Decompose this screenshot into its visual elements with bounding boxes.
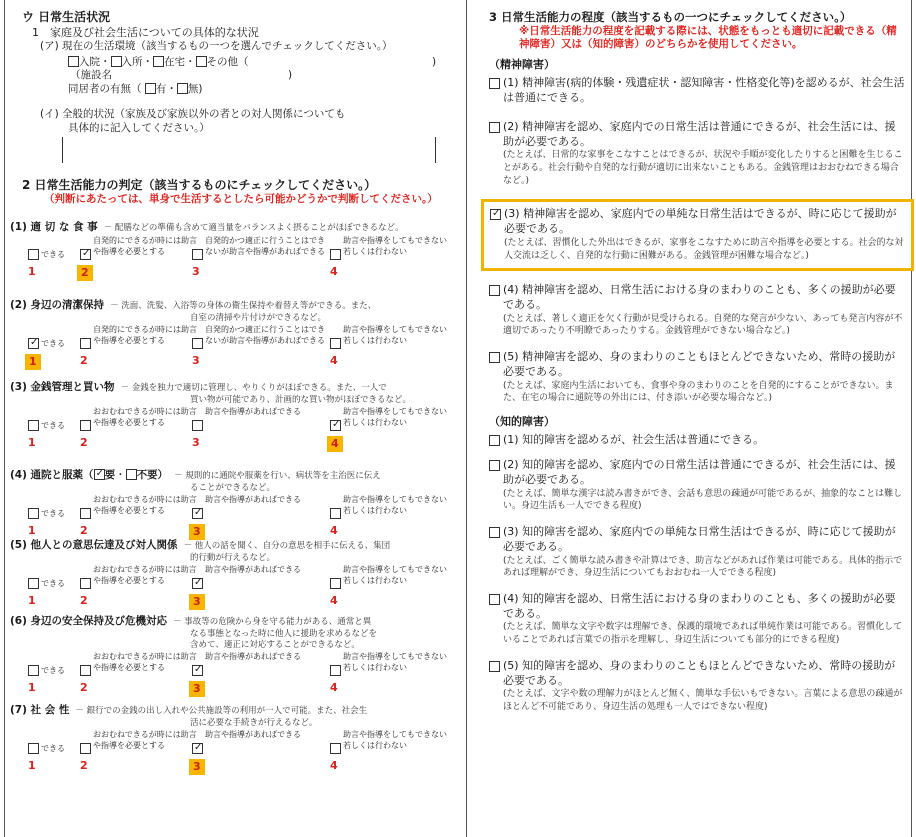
mental-list xyxy=(489,76,906,405)
ability-item-desc-cont: 的行動が行えるなど。 xyxy=(190,552,276,563)
mental-level-text: (1) 精神障害(病的体験・残遺症状・認知障害・性格変化等)を認めるが、社会生活は普通にできる。 xyxy=(503,76,905,104)
ability-option-number: 2 xyxy=(80,758,88,772)
ability-item-desc: － 金銭を独力で適切に管理し、やりくりがほぼできる。また、一人で xyxy=(120,383,387,393)
mental-heading: （精神障害） xyxy=(489,57,555,71)
ability-option-number: 2 xyxy=(80,680,88,694)
ability-option-label: 助言や指導があればできる xyxy=(205,729,301,739)
ability-option-checkbox[interactable] xyxy=(330,249,341,260)
ability-option xyxy=(80,564,200,600)
intel-level-item xyxy=(489,433,906,448)
ability-option-number: 3 xyxy=(192,435,200,449)
ability-option-label: 自発的にできるが時には助言や指導を必要とする xyxy=(93,235,197,256)
ability-option-label: できる xyxy=(41,578,65,588)
ability-item-title: (3) 金銭管理と買い物 xyxy=(10,381,115,393)
ability-option xyxy=(80,729,200,765)
ability-option-checkbox[interactable] xyxy=(80,420,91,431)
general-status-textarea[interactable] xyxy=(62,137,436,163)
intel-level-main xyxy=(489,525,906,555)
ability-item-desc: － 規則的に通院や服薬を行い、病状等を主治医に伝え xyxy=(174,471,381,481)
ability-item-desc: － 事故等の危険から身を守る能力がある、通常と異 xyxy=(173,617,372,627)
ability-option-number: 3 xyxy=(192,353,200,367)
intel-list xyxy=(489,433,906,713)
ability-options xyxy=(10,564,450,608)
intel-level-item xyxy=(489,592,906,647)
intel-level-item xyxy=(489,458,906,513)
section-2-note: （判断にあたっては、単身で生活するとしたら可能かどうかで判断してください。） xyxy=(44,193,438,206)
ability-option-number: 3 xyxy=(189,681,205,697)
ability-item-desc-cont: ることができるなど。 xyxy=(190,482,276,493)
cohab-row: 同居者の有無（ 有・ 無) xyxy=(68,82,203,95)
ability-item-title: (1) 適 切 な 食 事 xyxy=(10,221,98,233)
env-checkbox-facility[interactable] xyxy=(111,56,122,67)
ability-item-desc: － 洗面、洗髪、入浴等の身体の衛生保持や着替え等ができる。また、 xyxy=(110,301,377,311)
ability-item-title-row xyxy=(10,221,450,235)
ability-item xyxy=(10,615,450,695)
intel-heading: （知的障害） xyxy=(489,414,555,428)
mental-level-checkbox[interactable] xyxy=(489,285,500,296)
ability-item-title-row xyxy=(10,704,450,718)
ability-option-label: 助言や指導をしてもできない若しくは行わない xyxy=(343,494,447,515)
ability-option-label: できる xyxy=(41,665,65,675)
ability-option-checkbox[interactable] xyxy=(28,665,39,676)
ability-option-checkbox[interactable] xyxy=(28,743,39,754)
intel-level-checkbox[interactable] xyxy=(489,435,500,446)
ability-item-title: (4) 通院と服薬（ xyxy=(10,469,94,481)
ability-option-label: おおむねできるが時には助言や指導を必要とする xyxy=(93,651,197,672)
ability-option-label: 助言や指導があればできる xyxy=(205,406,301,416)
ability-option-label: 助言や指導をしてもできない若しくは行わない xyxy=(343,235,447,256)
ability-option xyxy=(192,651,330,687)
ability-option-checkbox[interactable] xyxy=(330,420,341,431)
ability-option xyxy=(330,406,454,442)
ability-option xyxy=(192,494,330,530)
ability-option-label: 助言や指導をしてもできない若しくは行わない xyxy=(343,564,447,585)
ability-option-label: 自発的にできるが時には助言や指導を必要とする xyxy=(93,324,197,345)
ability-item-title: (2) 身辺の清潔保持 xyxy=(10,299,105,311)
ability-option-number: 4 xyxy=(330,353,338,367)
mental-level-example: (たとえば、著しく適正を欠く行動が見受けられる。自発的な発言が少ない、あっても発言内容が不適切であったり不明瞭であったりする。金銭管理ができない場合など。) xyxy=(503,313,903,337)
ability-option-checkbox[interactable] xyxy=(80,338,91,349)
ability-option xyxy=(330,235,454,271)
ability-option xyxy=(192,324,330,360)
mental-level-checkbox[interactable] xyxy=(489,78,500,89)
ability-option-number: 4 xyxy=(330,680,338,694)
intel-level-item xyxy=(489,525,906,580)
ability-option-label: できる xyxy=(41,743,65,753)
mental-level-example: (たとえば、家庭内生活においても、食事や身のまわりのことを自発的にすることができない。また、在宅の場合に通院等の外出には、付き添いが必要な場合など。) xyxy=(503,380,894,404)
mental-level-main xyxy=(490,207,905,237)
ability-option-checkbox[interactable] xyxy=(330,665,341,676)
mental-level-main xyxy=(489,76,906,106)
ability-option-label: 助言や指導をしてもできない若しくは行わない xyxy=(343,729,447,750)
u1-i-title2: 具体的に記入してください。） xyxy=(68,122,210,135)
ability-option xyxy=(192,406,330,442)
ability-item xyxy=(10,299,450,368)
u1-a-title: (ア) 現在の生活環境（該当するもの一つを選んでチェックしてください。） xyxy=(40,39,393,52)
facility-row: （施設名 ) xyxy=(70,69,293,82)
u1-i-title: (イ) 全般的状況（家族及び家族以外の者との対人関係についても xyxy=(40,108,346,121)
ability-option xyxy=(80,324,200,360)
ability-option xyxy=(192,729,330,765)
section-3-note: ※日常生活能力の程度を記載する際には、状態をもっとも適切に記載できる（精神障害）又は（知的障害）のどちらかを使用してください。 xyxy=(519,24,897,51)
ability-item xyxy=(10,381,450,450)
ability-option-label: 助言や指導があればできる xyxy=(205,651,301,661)
mental-level-item xyxy=(489,283,906,338)
ability-item-title-row xyxy=(10,539,450,553)
ability-option-checkbox[interactable] xyxy=(192,338,203,349)
ability-option-checkbox[interactable] xyxy=(28,249,39,260)
intel-level-checkbox[interactable] xyxy=(489,594,500,605)
ability-option-checkbox[interactable] xyxy=(80,665,91,676)
section-2-title: 2 日常生活能力の判定（該当するものにチェックしてください。） xyxy=(22,177,377,192)
mental-level-text: (4) 精神障害を認め、日常生活における身のまわりのことも、多くの援助が必要である。 xyxy=(503,283,896,311)
ability-item-title-row: (4) 通院と服薬（✓ 要・ 不要） － 規則的に通院や服薬を行い、病状等を主治医に伝え xyxy=(10,469,450,483)
ability-option xyxy=(80,494,200,530)
ability-option-number: 2 xyxy=(80,353,88,367)
intel-level-text: (4) 知的障害を認め、日常生活における身のまわりのことも、多くの援助が必要である。 xyxy=(503,591,896,620)
env-checkbox-other[interactable] xyxy=(196,56,207,67)
ability-options xyxy=(10,406,450,450)
ability-options xyxy=(10,651,450,695)
ability-item-title-row xyxy=(10,299,450,313)
ability-option-number: 2 xyxy=(77,265,93,281)
env-options-row: 入院・ 入所・ 在宅・ その他（ ) xyxy=(22,56,454,70)
cohab-checkbox-yes[interactable] xyxy=(145,83,156,94)
ability-option-label: おおむねできるが時には助言や指導を必要とする xyxy=(93,729,197,750)
ability-item xyxy=(10,221,450,279)
ability-option-number: 4 xyxy=(327,436,343,452)
intel-level-main xyxy=(489,592,906,622)
ability-option-number: 4 xyxy=(330,523,338,537)
ability-options xyxy=(10,235,450,279)
u1-title: 1 家庭及び社会生活についての具体的な状況 xyxy=(32,25,259,39)
ability-option xyxy=(192,564,330,600)
ability-option-checkbox[interactable] xyxy=(28,578,39,589)
cohab-checkbox-no[interactable] xyxy=(177,83,188,94)
intel-level-text: (1) 知的障害を認めるが、社会生活は普通にできる。 xyxy=(503,433,765,447)
ability-option xyxy=(330,729,454,765)
ability-option-label: できる xyxy=(41,249,65,259)
ability-item xyxy=(10,469,450,538)
ability-option-label: できる xyxy=(41,338,65,348)
intel-level-checkbox[interactable] xyxy=(489,527,500,538)
mental-level-example: (たとえば、日常的な家事をこなすことはできるが、状況や手順が変化したりすると困難を生じることがある。社会行動や自発的な行動が適切に出来ないこともある。金銭管理はおおむねできる場合など。) xyxy=(503,150,903,186)
ability-item-desc: － 配膳などの準備も含めて適当量をバランスよく摂ることがほぼできるなど。 xyxy=(103,223,404,233)
ability-option-number: 1 xyxy=(28,435,36,449)
mental-level-item xyxy=(489,350,906,405)
mental-level-checkbox[interactable] xyxy=(490,209,501,220)
ability-option-label: 助言や指導をしてもできない若しくは行わない xyxy=(343,406,447,427)
ability-option-number: 3 xyxy=(189,524,205,540)
ability-item-desc-cont: なる事態となった時に他人に援助を求めるなどを xyxy=(190,628,378,639)
ability-option-number: 1 xyxy=(28,680,36,694)
ability-option-checkbox[interactable] xyxy=(330,743,341,754)
ability-option-label: 助言や指導があればできる xyxy=(205,494,301,504)
ability-item-title: (5) 他人との意思伝達及び対人関係 xyxy=(10,539,178,551)
mental-level-main xyxy=(489,283,906,313)
ability-options xyxy=(10,324,450,368)
section-u-title: ウ 日常生活状況 xyxy=(22,10,111,24)
section-3-title: 3 日常生活能力の程度（該当するもの一つにチェックしてください。） xyxy=(489,10,852,24)
ability-option-number: 1 xyxy=(28,758,36,772)
ability-option-number: 2 xyxy=(80,523,88,537)
env-checkbox-hospital[interactable] xyxy=(68,56,79,67)
ability-option-label: 自発的かつ適正に行うことはできないが助言や指導があればできる xyxy=(205,324,325,345)
ability-item-title: (6) 身辺の安全保持及び危機対応 xyxy=(10,615,168,627)
ability-option-label: おおむねできるが時には助言や指導を必要とする xyxy=(93,406,197,427)
ability-item xyxy=(10,704,450,773)
ability-item-desc-cont: 活に必要な手続きが行えるなど。 xyxy=(190,717,318,728)
intel-level-example: (たとえば、ごく簡単な読み書きや計算はでき、助言などがあれば作業は可能である。具体的指示であれば理解ができ、身辺生活についてもおおむね一人でできる程度) xyxy=(503,555,903,579)
ability-option-checkbox[interactable] xyxy=(330,508,341,519)
ability-option-checkbox[interactable] xyxy=(330,578,341,589)
ability-option-number: 4 xyxy=(330,758,338,772)
ability-item-desc: － 他人の話を聞く、自分の意思を相手に伝える、集団 xyxy=(183,541,391,551)
ability-option-number: 1 xyxy=(28,593,36,607)
ability-option-checkbox[interactable] xyxy=(192,578,203,589)
mental-level-item xyxy=(489,76,906,106)
right-column xyxy=(467,0,916,837)
mental-level-text: (5) 精神障害を認め、身のまわりのこともほとんどできないため、常時の援助が必要である。 xyxy=(503,350,896,378)
mental-level-main xyxy=(489,120,906,150)
ability-options xyxy=(10,494,450,538)
ability-option-checkbox[interactable] xyxy=(192,249,203,260)
ability-option-checkbox[interactable] xyxy=(192,420,203,431)
ability-item-desc-cont: 買い物が可能であり、計画的な買い物がほぼできるなど。 xyxy=(190,394,412,405)
ability-option xyxy=(80,235,200,271)
ability-option-label: 自発的かつ適正に行うことはできないが助言や指導があればできる xyxy=(205,235,325,256)
ability-option xyxy=(330,564,454,600)
ability-item-desc-cont: 自室の清掃や片付けができるなど。 xyxy=(190,312,327,323)
ability-option-label: できる xyxy=(41,508,65,518)
ability-option-label: 助言や指導があればできる xyxy=(205,564,301,574)
ability-option-label: おおむねできるが時には助言や指導を必要とする xyxy=(93,494,197,515)
medication-required-checkbox[interactable] xyxy=(94,469,105,480)
ability-option-number: 3 xyxy=(192,264,200,278)
intel-level-main xyxy=(489,433,906,448)
ability-option-checkbox[interactable] xyxy=(80,249,91,260)
ability-item xyxy=(10,539,450,608)
intel-level-main xyxy=(489,458,906,488)
intel-level-example: (たとえば、文字や数の理解力がほとんど無く、簡単な手伝いもできない。言葉による意思の疎通がほとんど不可能であり、身辺生活の処理も一人ではできない程度) xyxy=(503,689,903,712)
ability-item-desc: － 銀行での金銭の出し入れや公共施設等の利用が一人で可能。また、社会生 xyxy=(75,706,368,716)
ability-option xyxy=(192,235,330,271)
ability-option-number: 2 xyxy=(80,593,88,607)
intel-level-main xyxy=(489,659,906,689)
ability-option-number: 3 xyxy=(189,759,205,775)
ability-options xyxy=(10,729,450,773)
ability-option-checkbox[interactable] xyxy=(192,508,203,519)
ability-option-number: 3 xyxy=(189,594,205,610)
ability-option-label: おおむねできるが時には助言や指導を必要とする xyxy=(93,564,197,585)
ability-option-checkbox[interactable] xyxy=(80,508,91,519)
ability-option-checkbox[interactable] xyxy=(80,578,91,589)
intel-level-checkbox[interactable] xyxy=(489,661,500,672)
ability-option-checkbox[interactable] xyxy=(28,420,39,431)
ability-option-number: 1 xyxy=(25,354,41,370)
intel-level-example: (たとえば、簡単な漢字は読み書きができ、会話も意思の疎通が可能であるが、抽象的なことは難しい。身辺生活も一人でできる程度) xyxy=(503,488,903,512)
mental-level-example: (たとえば、習慣化した外出はできるが、家事をこなすために助言や指導を必要とする。社会的な対人交流は乏しく、自発的な行動に困難がある。金銭管理が困難な場合など。) xyxy=(504,237,904,261)
ability-item-desc-cont: 含めて、適正に対応することができるなど。 xyxy=(190,639,360,650)
ability-option-checkbox[interactable] xyxy=(28,508,39,519)
ability-option xyxy=(80,406,200,442)
mental-level-main xyxy=(489,350,906,380)
ability-option xyxy=(330,494,454,530)
ability-option-number: 4 xyxy=(330,264,338,278)
intel-level-text: (2) 知的障害を認め、家庭内での日常生活は普通にできるが、社会生活には、援助が必要である。 xyxy=(503,458,896,486)
ability-option-number: 1 xyxy=(28,523,36,537)
ability-item-title-row xyxy=(10,615,450,629)
ability-option-checkbox[interactable] xyxy=(192,665,203,676)
ability-option xyxy=(80,651,200,687)
ability-option-label: できる xyxy=(41,420,65,430)
mental-level-checkbox[interactable] xyxy=(489,122,500,133)
mental-level-item xyxy=(489,120,906,187)
ability-option-checkbox[interactable] xyxy=(80,743,91,754)
mental-level-checkbox[interactable] xyxy=(489,352,500,363)
mental-level-item-selected xyxy=(481,199,914,271)
ability-option xyxy=(330,651,454,687)
ability-option-checkbox[interactable] xyxy=(192,743,203,754)
medication-not-required-checkbox[interactable] xyxy=(126,469,137,480)
ability-item-title: (7) 社 会 性 xyxy=(10,704,70,716)
ability-option-label: 助言や指導をしてもできない若しくは行わない xyxy=(343,651,447,672)
intel-level-text: (3) 知的障害を認め、家庭内での単純な日常生活はできるが、時に応じて援助が必要である。 xyxy=(503,524,896,553)
ability-option xyxy=(330,324,454,360)
intel-level-example: (たとえば、簡単な文字や数字は理解でき、保護的環境であれば単純作業は可能である。習慣化していることであれば言葉での指示を理解し、身辺生活についても部分的にできる程度) xyxy=(503,622,903,646)
ability-option-number: 4 xyxy=(330,593,338,607)
ability-option-number: 2 xyxy=(80,435,88,449)
intel-level-text: (5) 知的障害を認め、身のまわりのこともほとんどできないため、常時の援助が必要である。 xyxy=(503,658,896,687)
mental-level-text: (2) 精神障害を認め、家庭内での日常生活は普通にできるが、社会生活には、援助が必要である。 xyxy=(503,119,896,148)
env-checkbox-home[interactable] xyxy=(153,56,164,67)
ability-option-checkbox[interactable] xyxy=(330,338,341,349)
intel-level-item xyxy=(489,659,906,714)
mental-level-text: (3) 精神障害を認め、家庭内での単純な日常生活はできるが、時に応じて援助が必要である。 xyxy=(504,207,897,236)
ability-option-checkbox[interactable] xyxy=(28,338,39,349)
ability-item-title-row xyxy=(10,381,450,395)
ability-option-number: 1 xyxy=(28,264,36,278)
intel-level-checkbox[interactable] xyxy=(489,460,500,471)
ability-option-label: 助言や指導をしてもできない若しくは行わない xyxy=(343,324,447,345)
